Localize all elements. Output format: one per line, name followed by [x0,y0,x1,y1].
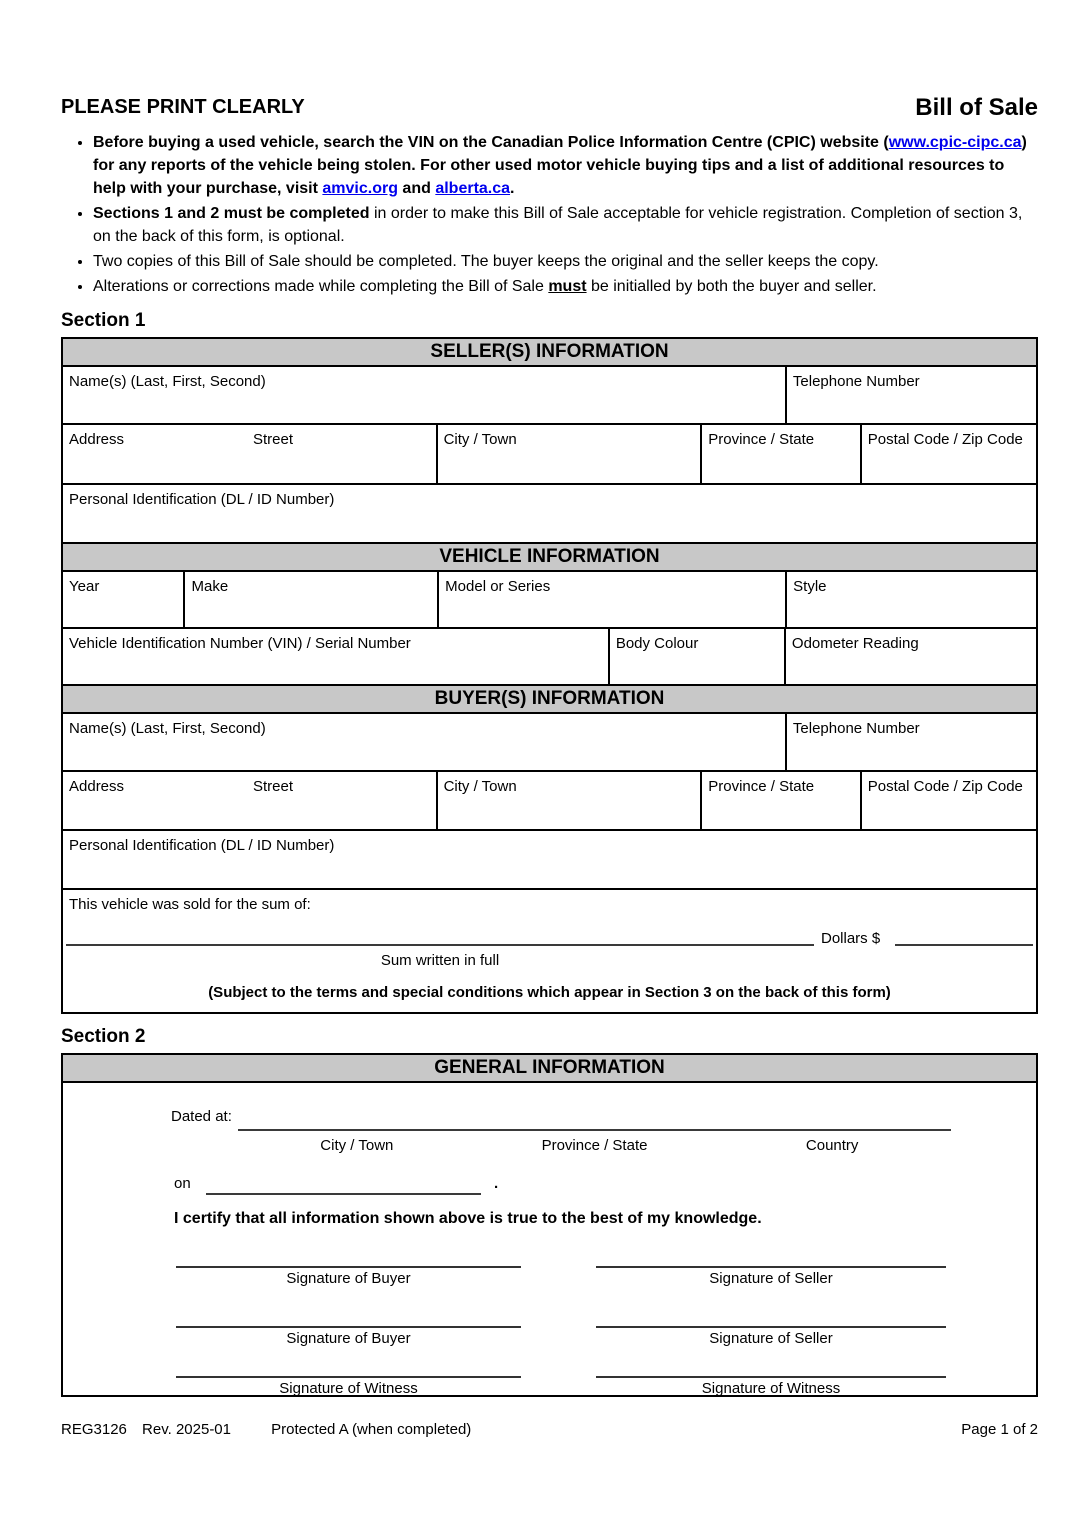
buyer-city-field[interactable] [438,772,703,829]
vehicle-style-field[interactable] [787,572,1036,627]
buyer-city-label: City / Town [443,778,517,795]
seller-signature-line-1[interactable] [596,1266,946,1287]
dollars-label: Dollars $ [821,930,881,947]
witness-signature-line-1[interactable] [176,1376,521,1397]
buyer-street-label: Street [253,778,294,795]
buyer-signature-line-1[interactable] [176,1266,521,1287]
vehicle-row-2 [63,629,1036,686]
buyer-province-field[interactable] [702,772,862,829]
buyer-telephone-field[interactable] [787,714,1036,770]
seller-name-label: Name(s) (Last, First, Second) [69,373,266,390]
note-cpic-text-3: and [397,180,436,197]
note-alterations-must: must [548,278,587,295]
date-line[interactable] [206,1175,481,1195]
certify-statement: I certify that all information shown above is true to the best of my knowledge. [174,1210,762,1227]
dated-province-caption: Province / State [541,1137,648,1154]
section1-table [61,337,1038,1014]
seller-address-field[interactable] [63,425,438,483]
vehicle-colour-field[interactable] [610,629,786,684]
seller-telephone-field[interactable] [787,367,1036,423]
page-title: Bill of Sale [915,94,1038,121]
witness-signature-label-1: Signature of Witness [279,1380,418,1397]
seller-id-label: Personal Identification (DL / ID Number) [69,491,335,508]
seller-street-label: Street [253,431,294,448]
seller-postal-label: Postal Code / Zip Code [867,431,1023,448]
buyer-address-field[interactable] [63,772,438,829]
seller-address-label: Address [69,431,125,448]
note-cpic-text-1: Before buying a used vehicle, search the VIN on the Canadian Police Information Centre (CPIC) website ( [93,134,889,151]
seller-name-field[interactable] [63,367,787,423]
general-information-body [63,1083,1036,1395]
seller-postal-field[interactable] [862,425,1036,483]
witness-signature-line-2[interactable] [596,1376,946,1397]
note-cpic-text-2: ) for any reports of the vehicle being stolen. For other used motor vehicle buying tips and a list of additional resources to help with your purchase, visit [93,134,1027,197]
seller-signature-label-2: Signature of Seller [709,1330,833,1347]
sold-for-label: This vehicle was sold for the sum of: [69,896,311,913]
seller-province-field[interactable] [702,425,862,483]
form-revision: Rev. 2025-01 [142,1421,231,1438]
buyer-id-field[interactable] [63,831,1036,888]
note-sections-rest: in order to make this Bill of Sale acceptable for vehicle registration. Completion of section 3, on the back of this form, is optional. [93,205,1023,245]
section2-table [61,1053,1038,1397]
sum-written-line[interactable] [66,926,814,946]
on-label: on [174,1175,191,1192]
dollar-amount-line[interactable] [895,926,1033,946]
sale-sum-block [63,890,1036,1012]
seller-city-field[interactable] [438,425,703,483]
buyer-name-label: Name(s) (Last, First, Second) [69,720,266,737]
seller-id-row [63,485,1036,544]
page-header [61,96,1038,120]
vehicle-odometer-field[interactable] [786,629,1036,684]
note-alterations-text-1: Alterations or corrections made while completing the Bill of Sale [93,278,549,295]
vehicle-vin-label: Vehicle Identification Number (VIN) / Serial Number [69,635,411,652]
vehicle-model-field[interactable] [439,572,787,627]
vehicle-style-label: Style [793,578,827,595]
vehicle-odometer-label: Odometer Reading [791,635,919,652]
subject-to-terms-note: (Subject to the terms and special conditions which appear in Section 3 on the back of this form) [208,984,891,1001]
vehicle-row-1 [63,572,1036,629]
form-number: REG3126 [61,1421,127,1438]
vehicle-colour-label: Body Colour [615,635,699,652]
intro-notes [61,131,1038,298]
page-number: Page 1 of 2 [961,1421,1038,1438]
vehicle-model-label: Model or Series [445,578,551,595]
cpic-link[interactable]: www.cpic-cipc.ca [888,134,1022,151]
amvic-link[interactable]: amvic.org [322,180,398,197]
seller-city-label: City / Town [443,431,517,448]
buyer-id-row [63,831,1036,890]
print-clearly-label: PLEASE PRINT CLEARLY [61,96,305,118]
buyer-name-row [63,714,1036,772]
buyer-name-field[interactable] [63,714,787,770]
buyer-signature-line-2[interactable] [176,1326,521,1347]
vehicle-vin-field[interactable] [63,629,610,684]
seller-province-label: Province / State [708,431,815,448]
buyer-postal-field[interactable] [862,772,1036,829]
date-period: . [494,1175,499,1192]
protected-classification: Protected A (when completed) [271,1421,472,1438]
sum-written-caption: Sum written in full [380,952,500,969]
general-information-header: GENERAL INFORMATION [63,1055,1036,1083]
buyer-address-label: Address [69,778,125,795]
vehicle-make-field[interactable] [185,572,439,627]
dated-at-line[interactable] [238,1111,951,1131]
witness-signature-label-2: Signature of Witness [701,1380,841,1397]
buyer-signature-label-2: Signature of Buyer [286,1330,411,1347]
alberta-link[interactable]: alberta.ca [435,180,511,197]
seller-signature-line-2[interactable] [596,1326,946,1347]
note-copies-text: Two copies of this Bill of Sale should be completed. The buyer keeps the original and the seller keeps the copy. [93,253,879,270]
vehicle-make-label: Make [191,578,229,595]
buyer-information-header: BUYER(S) INFORMATION [63,686,1036,714]
buyer-telephone-label: Telephone Number [792,720,920,737]
vehicle-year-field[interactable] [63,572,185,627]
buyer-address-row [63,772,1036,831]
buyer-id-label: Personal Identification (DL / ID Number) [69,837,335,854]
note-sections [93,202,1038,248]
note-alterations-text-2: be initialled by both the buyer and seller. [586,278,877,295]
buyer-postal-label: Postal Code / Zip Code [867,778,1023,795]
seller-id-field[interactable] [63,485,1036,542]
section1-heading: Section 1 [61,310,146,331]
section2-heading: Section 2 [61,1026,146,1047]
dated-at-captions [238,1137,951,1154]
seller-information-header: SELLER(S) INFORMATION [63,339,1036,367]
seller-signature-label-1: Signature of Seller [709,1270,833,1287]
seller-telephone-label: Telephone Number [792,373,920,390]
note-copies [93,250,1038,273]
note-alterations [93,275,1038,298]
dated-country-caption: Country [805,1137,859,1154]
note-cpic [93,131,1038,200]
vehicle-information-header: VEHICLE INFORMATION [63,544,1036,572]
vehicle-year-label: Year [69,578,100,595]
buyer-signature-label-1: Signature of Buyer [286,1270,411,1287]
note-cpic-text-4: . [510,180,515,197]
seller-name-row [63,367,1036,425]
footer-left [61,1421,471,1438]
dated-at-label: Dated at: [171,1108,232,1125]
note-sections-bold: Sections 1 and 2 must be completed [93,205,370,222]
seller-address-row [63,425,1036,485]
page-footer [61,1421,1038,1438]
buyer-province-label: Province / State [708,778,815,795]
dated-city-caption: City / Town [320,1137,394,1154]
